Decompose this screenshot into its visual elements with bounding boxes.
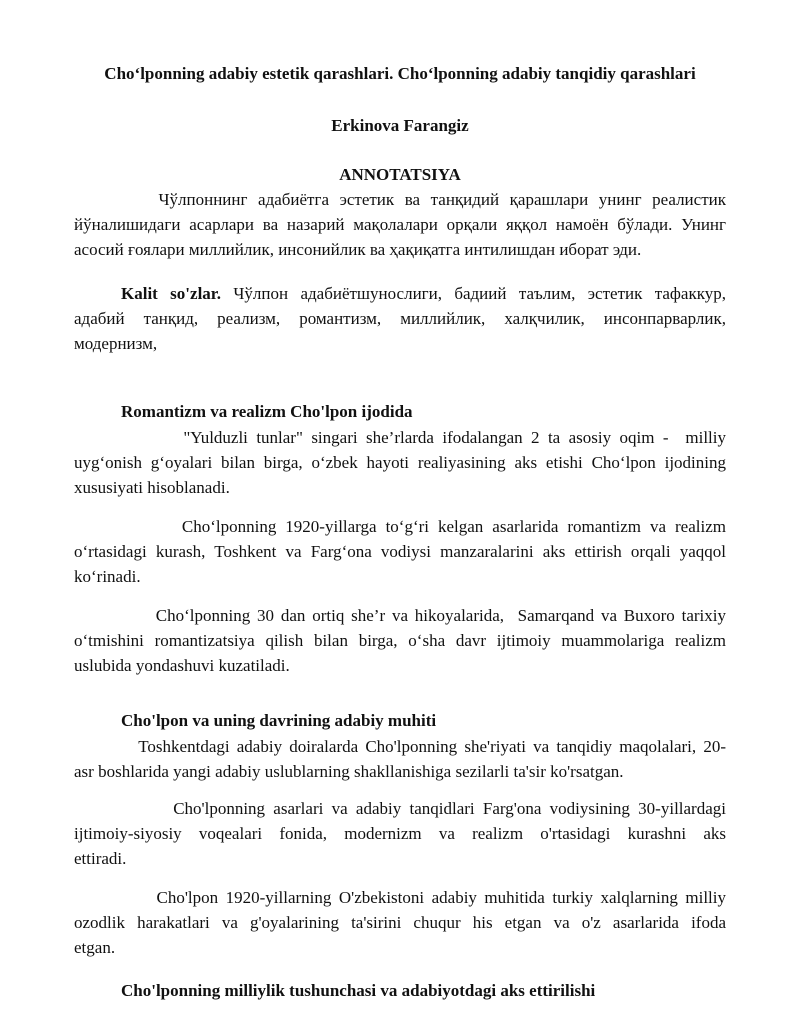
paragraph-line: ijtimoiy-siyosiy voqealari fonida, modernizm va realizm o'rtasidagi kurashni aks (74, 824, 726, 843)
paragraph-line: Cho'lpon 1920-yillarning O'zbekistoni adabiy muhitida turkiy xalqlarning milliy (74, 888, 726, 907)
keywords-line (74, 281, 726, 306)
section-paragraph (74, 734, 726, 784)
section-paragraph (74, 514, 726, 589)
document-title: Cho‘lponning adabiy estetik qarashlari. Cho‘lponning adabiy tanqidiy qarashlari (104, 64, 696, 83)
paragraph-line: asr boshlarida yangi adabiy uslublarning shakllanishiga sezilarli ta'sir ko'rsatgan. (74, 762, 624, 781)
annotation-line: йўналишидаги асарлари ва назарий мақолалари орқали яққол намоён бўлади. Унинг (74, 215, 726, 234)
paragraph-line: ozodlik harakatlari va g'oyalarining ta'sirini chuqur his etgan va o'z asarlarida ifoda (74, 913, 726, 932)
section-heading: Cho'lpon va uning davrining adabiy muhiti (121, 711, 437, 730)
paragraph-line: Cho‘lponning 30 dan ortiq she’r va hikoyalarida, Samarqand va Buxoro tarixiy (74, 606, 726, 625)
paragraph-line: Cho‘lponning 1920-yillarga to‘g‘ri kelgan asarlarida romantizm va realizm (74, 517, 726, 536)
annotation-line: Чўлпоннинг адабиётга эстетик ва танқидий қарашлари унинг реалистик (74, 190, 726, 209)
paragraph-line: Toshkentdagi adabiy doiralarda Cho'lponning she'riyati va tanqidiy maqolalari, 20- (74, 737, 726, 756)
paragraph-line: o‘rtasidagi kurash, Toshkent va Farg‘ona vodiysi manzaralarini aks ettirish orqali yaqqol (74, 542, 726, 561)
section-paragraph (74, 885, 726, 960)
keywords-text: Чўлпон адабиётшунослиги, бадиий таълим, эстетик тафаккур, (221, 284, 726, 303)
paragraph-line: etgan. (74, 938, 116, 957)
section-heading: Cho'lponning milliylik tushunchasi va adabiyotdagi aks ettirilishi (121, 981, 596, 1000)
section-paragraph (74, 796, 726, 871)
paragraph-line: ko‘rinadi. (74, 567, 141, 586)
keywords-label: Kalit so'zlar. (121, 284, 222, 303)
annotation-heading: ANNOTATSIYA (339, 165, 461, 184)
document-author: Erkinova Farangiz (331, 116, 469, 135)
paragraph-line: o‘tmishini romantizatsiya qilish bilan birga, o‘sha davr ijtimoiy muammolariga realizm (74, 631, 726, 650)
paragraph-line: ettiradi. (74, 849, 127, 868)
annotation-paragraph (74, 187, 726, 262)
section-paragraph (74, 425, 726, 500)
keywords-line: модернизм, (74, 334, 158, 353)
annotation-line: асосий ғоялари миллийлик, инсонийлик ва ҳақиқатга интилишдан иборат эди. (74, 240, 642, 259)
paragraph-line: xususiyati hisoblanadi. (74, 478, 230, 497)
section-heading: Romantizm va realizm Cho'lpon ijodida (121, 402, 413, 421)
paragraph-line: uyg‘onish g‘oyalari bilan birga, o‘zbek hayoti realiyasining aks etishi Cho‘lpon ijodining (74, 453, 726, 472)
paragraph-line: uslubida yondashuvi kuzatiladi. (74, 656, 290, 675)
section-paragraph (74, 603, 726, 678)
paragraph-line: Cho'lponning asarlari va adabiy tanqidlari Farg'ona vodiysining 30-yillardagi (74, 799, 726, 818)
keywords-paragraph (74, 281, 726, 356)
paragraph-line: "Yulduzli tunlar" singari she’rlarda ifodalangan 2 ta asosiy oqim - milliy (74, 428, 726, 447)
keywords-line: адабий танқид, реализм, романтизм, миллийлик, халқчилик, инсонпарварлик, (74, 309, 726, 328)
